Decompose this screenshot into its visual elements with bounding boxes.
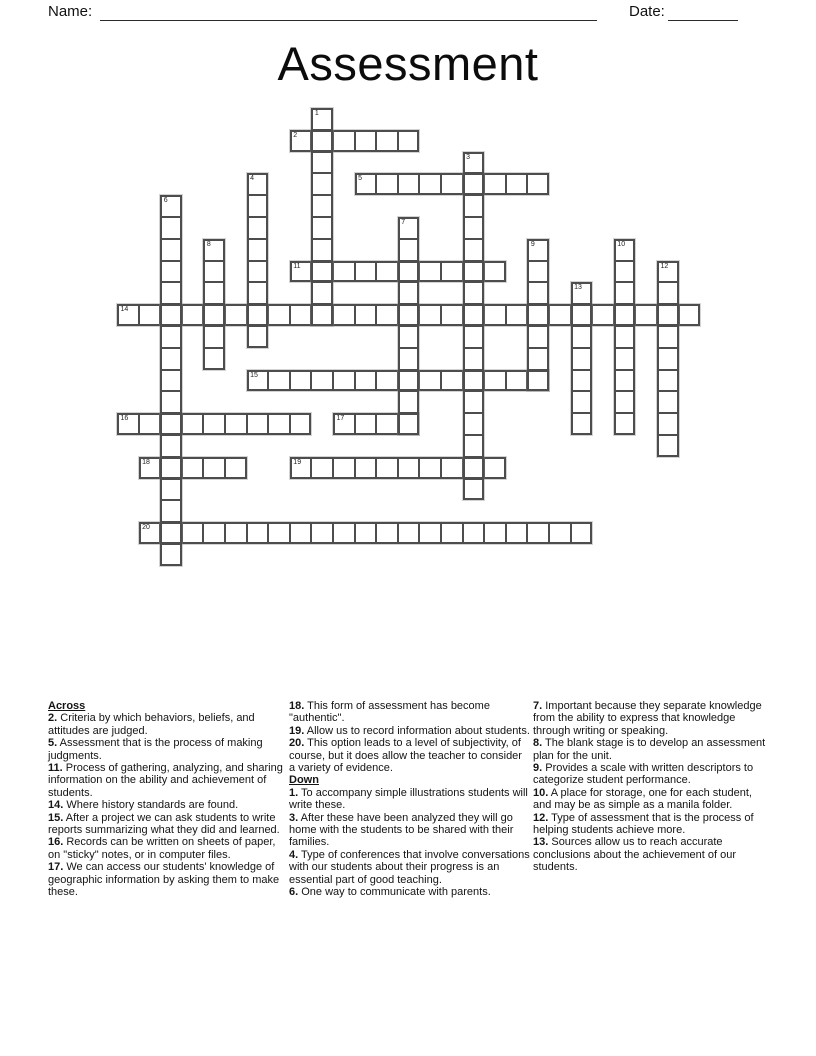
word-9-down[interactable]	[527, 239, 549, 392]
word-16-across[interactable]	[117, 413, 311, 435]
cell-divider	[246, 415, 248, 433]
cell-divider	[483, 524, 485, 542]
clue-number: 3.	[289, 811, 299, 824]
clue-number: 10.	[533, 786, 549, 799]
cell-divider	[616, 260, 634, 262]
cell-divider	[289, 524, 291, 542]
clue-13-down	[533, 836, 769, 873]
cell-divider	[505, 524, 507, 542]
cell-divider	[162, 434, 180, 436]
grid-cell-number: 19	[293, 458, 302, 466]
cell-divider	[375, 372, 377, 390]
cell-divider	[267, 524, 269, 542]
clue-12-down	[533, 812, 769, 837]
name-input-line[interactable]	[100, 20, 597, 21]
cell-divider	[573, 412, 591, 414]
cell-divider	[659, 347, 677, 349]
cell-divider	[224, 459, 226, 477]
clue-number: 11.	[48, 762, 63, 775]
cell-divider	[162, 260, 180, 262]
clue-text: Process of gathering, analyzing, and sharing information on the ability and achievement of students.	[48, 762, 283, 799]
grid-cell-number: 12	[660, 262, 669, 270]
cell-divider	[249, 281, 267, 283]
cell-divider	[440, 524, 442, 542]
grid-cell-number: 11	[293, 262, 301, 270]
cell-divider	[465, 456, 483, 458]
cell-divider	[249, 303, 267, 305]
clue-16-across	[48, 836, 286, 861]
cell-divider	[249, 216, 267, 218]
cell-divider	[440, 459, 442, 477]
cell-divider	[289, 415, 291, 433]
cell-divider	[465, 478, 483, 480]
cell-divider	[354, 132, 356, 150]
clue-10-down	[533, 787, 769, 812]
cell-divider	[205, 281, 223, 283]
cell-divider	[659, 390, 677, 392]
clue-text: The blank stage is to develop an assessment plan for the unit.	[533, 737, 766, 762]
grid-cell-number: 13	[574, 284, 582, 292]
cell-divider	[289, 306, 291, 324]
cell-divider	[505, 372, 507, 390]
cell-divider	[354, 524, 356, 542]
cell-divider	[418, 524, 420, 542]
cell-divider	[205, 347, 223, 349]
cell-divider	[465, 172, 483, 174]
grid-cell-number: 20	[142, 524, 150, 532]
cell-divider	[332, 372, 334, 390]
cell-divider	[465, 434, 483, 436]
word-6-down[interactable]	[160, 195, 182, 566]
clue-number: 17.	[48, 861, 64, 874]
clue-7-down	[533, 700, 769, 737]
clue-text: This option leads to a level of subjectivity, of course, but it does allow the teacher to consider a variety of evidence.	[289, 737, 522, 775]
clue-text: Records can be written on sheets of paper, on "sticky" notes, or in computer files.	[48, 836, 276, 861]
across-clues-header: Across	[48, 700, 86, 712]
cell-divider	[400, 238, 418, 240]
cell-divider	[313, 260, 331, 262]
clue-number: 5.	[48, 737, 58, 750]
clue-text: Sources allow us to reach accurate conclusions about the achievement of our students.	[533, 836, 737, 874]
cell-divider	[465, 325, 483, 327]
word-7-down[interactable]	[398, 217, 420, 435]
clue-11-across	[48, 762, 286, 799]
cell-divider	[659, 434, 677, 436]
date-label: Date:	[629, 3, 665, 20]
cell-divider	[505, 306, 507, 324]
cell-divider	[138, 306, 140, 324]
word-20-across[interactable]	[139, 522, 593, 544]
clue-number: 2.	[48, 712, 58, 725]
clue-text: Assessment that is the process of making judgments.	[48, 737, 263, 762]
clue-2-across	[48, 712, 286, 737]
cell-divider	[375, 175, 377, 193]
grid-cell-number: 7	[401, 219, 406, 226]
clue-number: 12.	[533, 811, 549, 824]
clue-number: 13.	[533, 836, 549, 849]
cell-divider	[397, 132, 399, 150]
clues-column-right	[533, 700, 769, 874]
cell-divider	[313, 172, 331, 174]
cell-divider	[249, 325, 267, 327]
cell-divider	[162, 543, 180, 545]
cell-divider	[202, 524, 204, 542]
cell-divider	[400, 260, 418, 262]
cell-divider	[397, 459, 399, 477]
cell-divider	[162, 369, 180, 371]
cell-divider	[659, 325, 677, 327]
cell-divider	[249, 260, 267, 262]
cell-divider	[529, 347, 547, 349]
grid-cell-number: 16	[120, 415, 129, 423]
cell-divider	[313, 151, 331, 153]
clue-6-down	[289, 886, 530, 898]
clue-8-down	[533, 737, 769, 762]
cell-divider	[313, 303, 331, 305]
word-1-down[interactable]	[311, 108, 333, 326]
grid-cell-number: 9	[530, 240, 535, 248]
clue-text: Provides a scale with written descriptors to categorize student performance.	[533, 762, 754, 787]
clue-number: 18.	[289, 700, 305, 712]
clue-20-across	[289, 737, 530, 774]
cell-divider	[224, 415, 226, 433]
clue-number: 14.	[48, 799, 64, 812]
clue-5-across	[48, 737, 286, 762]
clue-text: Allow us to record information about students.	[304, 724, 530, 737]
clue-text: Criteria by which behaviors, beliefs, and attitudes are judged.	[48, 712, 255, 737]
cell-divider	[659, 303, 677, 305]
cell-divider	[224, 524, 226, 542]
grid-cell-number: 4	[250, 175, 254, 183]
clue-text: We can access our students' knowledge of geographic information by asking them to make these.	[48, 861, 280, 899]
grid-cell-number: 14	[120, 306, 129, 314]
cell-divider	[375, 132, 377, 150]
cell-divider	[267, 372, 269, 390]
cell-divider	[400, 303, 418, 305]
word-5-across[interactable]	[355, 173, 549, 195]
cell-divider	[400, 281, 418, 283]
cell-divider	[616, 325, 634, 327]
clue-number: 1.	[289, 786, 299, 799]
cell-divider	[162, 216, 180, 218]
clue-text: One way to communicate with parents.	[298, 886, 491, 899]
cell-divider	[375, 263, 377, 281]
cell-divider	[400, 390, 418, 392]
cell-divider	[529, 260, 547, 262]
cell-divider	[310, 524, 312, 542]
cell-divider	[465, 390, 483, 392]
cell-divider	[310, 459, 312, 477]
grid-cell-number: 17	[336, 415, 345, 423]
cell-divider	[526, 175, 528, 193]
grid-cell-number: 1	[314, 110, 319, 117]
cell-divider	[246, 524, 248, 542]
cell-divider	[267, 415, 269, 433]
cell-divider	[313, 216, 331, 218]
clue-19-across	[289, 725, 530, 737]
word-3-down[interactable]	[463, 152, 485, 501]
cell-divider	[440, 175, 442, 193]
clue-15-across	[48, 812, 286, 837]
page-title: Assessment	[277, 37, 539, 90]
cell-divider	[332, 524, 334, 542]
cell-divider	[205, 303, 223, 305]
cell-divider	[616, 281, 634, 283]
grid-cell-number: 3	[466, 153, 470, 161]
grid-cell-number: 6	[163, 197, 168, 205]
clue-number: 7.	[533, 700, 543, 712]
clue-number: 8.	[533, 737, 543, 750]
cell-divider	[249, 238, 267, 240]
cell-divider	[529, 303, 547, 305]
cell-divider	[375, 415, 377, 433]
cell-divider	[354, 459, 356, 477]
cell-divider	[162, 412, 180, 414]
cell-divider	[313, 281, 331, 283]
clue-text: After a project we can ask students to write reports summarizing what they did and learned.	[48, 811, 280, 837]
clue-number: 19.	[289, 724, 305, 737]
word-12-down[interactable]	[657, 261, 679, 457]
cell-divider	[313, 238, 331, 240]
clue-4-down	[289, 849, 530, 886]
cell-divider	[616, 390, 634, 392]
clue-3-down	[289, 812, 530, 849]
cell-divider	[616, 303, 634, 305]
clue-text: Type of conferences that involve conversations with our students about their progress is an essential part of good teaching.	[289, 848, 530, 886]
cell-divider	[465, 369, 483, 371]
cell-divider	[465, 347, 483, 349]
cell-divider	[310, 372, 312, 390]
cell-divider	[205, 325, 223, 327]
cell-divider	[616, 347, 634, 349]
grid-cell-number: 10	[617, 240, 626, 248]
clue-14-across	[48, 799, 286, 811]
cell-divider	[659, 369, 677, 371]
clue-number: 16.	[48, 836, 64, 849]
cell-divider	[400, 412, 418, 414]
cell-divider	[529, 369, 547, 371]
cell-divider	[465, 412, 483, 414]
clue-number: 4.	[289, 848, 299, 861]
cell-divider	[205, 260, 223, 262]
cell-divider	[289, 372, 291, 390]
cell-divider	[162, 238, 180, 240]
cell-divider	[659, 412, 677, 414]
cell-divider	[375, 524, 377, 542]
clue-1-down	[289, 787, 530, 812]
cell-divider	[573, 303, 591, 305]
cell-divider	[616, 369, 634, 371]
cell-divider	[162, 456, 180, 458]
clue-17-across	[48, 861, 286, 898]
cell-divider	[162, 499, 180, 501]
cell-divider	[138, 415, 140, 433]
cell-divider	[465, 216, 483, 218]
cell-divider	[354, 415, 356, 433]
word-8-down[interactable]	[203, 239, 225, 370]
cell-divider	[440, 306, 442, 324]
clue-text: Important because they separate knowledge from the ability to express that knowledge through writing or speaking.	[533, 700, 762, 737]
cell-divider	[526, 524, 528, 542]
clue-text: This form of assessment has become "authentic".	[289, 700, 490, 725]
cell-divider	[202, 415, 204, 433]
cell-divider	[354, 263, 356, 281]
cell-divider	[465, 194, 483, 196]
cell-divider	[162, 521, 180, 523]
grid-cell-number: 5	[358, 175, 362, 183]
cell-divider	[573, 369, 591, 371]
clue-number: 9.	[533, 762, 543, 775]
clue-text: A place for storage, one for each student, and may be as simple as a manila folder.	[533, 786, 752, 812]
clue-text: To accompany simple illustrations students will write these.	[289, 786, 528, 812]
clue-number: 15.	[48, 811, 64, 824]
cell-divider	[440, 263, 442, 281]
cell-divider	[313, 194, 331, 196]
name-label: Name:	[48, 3, 93, 20]
word-2-across[interactable]	[290, 130, 420, 152]
cell-divider	[548, 524, 550, 542]
cell-divider	[249, 194, 267, 196]
cell-divider	[354, 372, 356, 390]
cell-divider	[400, 347, 418, 349]
cell-divider	[465, 281, 483, 283]
cell-divider	[375, 459, 377, 477]
clue-9-down	[533, 762, 769, 787]
cell-divider	[465, 238, 483, 240]
cell-divider	[354, 306, 356, 324]
cell-divider	[418, 175, 420, 193]
down-clues-header: Down	[289, 774, 319, 787]
cell-divider	[659, 281, 677, 283]
cell-divider	[400, 325, 418, 327]
cell-divider	[397, 524, 399, 542]
clue-text: Type of assessment that is the process of helping students achieve more.	[533, 811, 754, 837]
word-10-down[interactable]	[614, 239, 636, 435]
cell-divider	[440, 372, 442, 390]
clues-column-left	[48, 700, 286, 899]
cell-divider	[462, 524, 464, 542]
cell-divider	[505, 175, 507, 193]
grid-cell-number: 18	[142, 458, 150, 466]
cell-divider	[313, 129, 331, 131]
cell-divider	[162, 325, 180, 327]
grid-cell-number: 2	[293, 131, 298, 139]
word-18-across[interactable]	[139, 457, 247, 479]
cell-divider	[397, 175, 399, 193]
cell-divider	[162, 281, 180, 283]
date-input-line[interactable]	[668, 20, 738, 21]
cell-divider	[332, 459, 334, 477]
cell-divider	[162, 390, 180, 392]
cell-divider	[529, 281, 547, 283]
cell-divider	[162, 303, 180, 305]
grid-cell-number: 8	[206, 240, 211, 248]
cell-divider	[573, 347, 591, 349]
cell-divider	[570, 524, 572, 542]
word-4-down[interactable]	[247, 173, 269, 347]
clues-column-center	[289, 700, 530, 899]
cell-divider	[465, 260, 483, 262]
cell-divider	[573, 390, 591, 392]
cell-divider	[573, 325, 591, 327]
cell-divider	[465, 303, 483, 305]
cell-divider	[162, 347, 180, 349]
clue-text: Where history standards are found.	[63, 799, 239, 812]
clue-text: After these have been analyzed they will go home with the students to be shared with their families.	[289, 811, 514, 849]
clue-18-across	[289, 700, 530, 725]
cell-divider	[418, 459, 420, 477]
cell-divider	[400, 369, 418, 371]
cell-divider	[616, 412, 634, 414]
cell-divider	[529, 325, 547, 327]
clue-number: 20.	[289, 737, 305, 750]
grid-cell-number: 15	[250, 371, 258, 379]
clue-number: 6.	[289, 886, 299, 899]
cell-divider	[375, 306, 377, 324]
cell-divider	[162, 478, 180, 480]
crossword-grid	[117, 108, 700, 566]
cell-divider	[202, 459, 204, 477]
word-13-down[interactable]	[571, 282, 593, 435]
